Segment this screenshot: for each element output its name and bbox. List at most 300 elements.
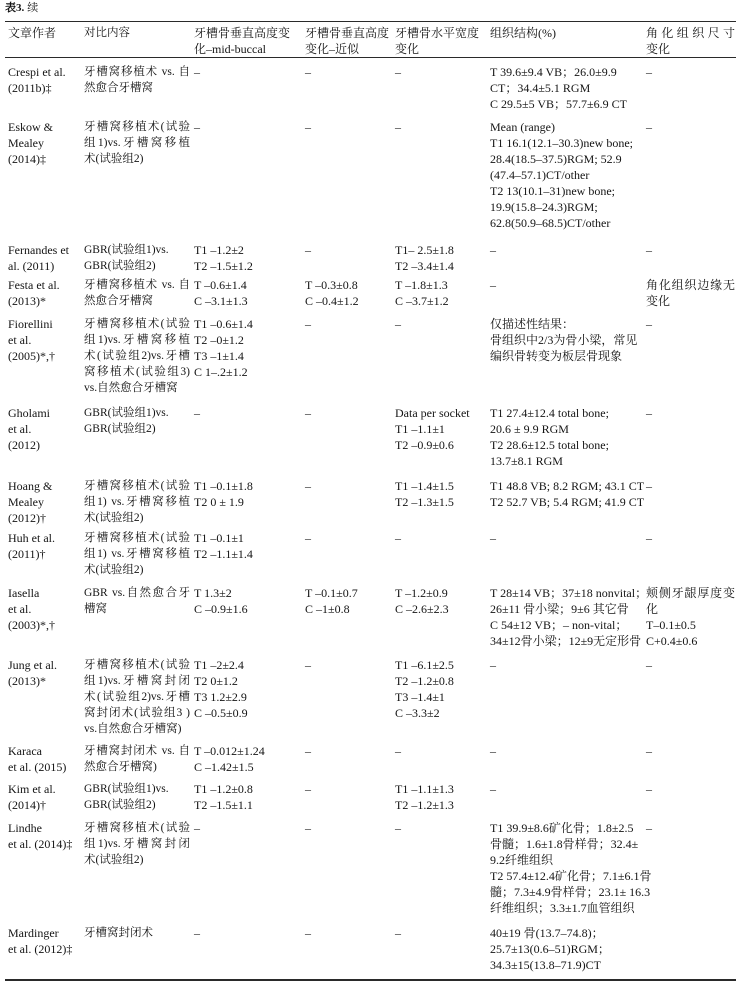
header-comparison <box>84 25 190 41</box>
cell-tissue-composition <box>490 64 640 112</box>
cell-comparison <box>84 478 190 526</box>
cell-horizontal-width <box>395 478 487 510</box>
cell-comparison-line: GBR(试验组1)vs. <box>84 407 169 419</box>
header-horizontal-width-line: 牙槽骨水平宽度 <box>395 26 480 40</box>
cell-author-line: et al. (2014)‡ <box>8 837 73 851</box>
cell-vertical-proximal <box>305 781 392 797</box>
cell-tissue-composition <box>490 743 640 759</box>
cell-comparison-line: vs.自然愈合牙槽窝) <box>84 723 182 735</box>
cell-author-line: (2014)† <box>8 798 46 812</box>
cell-keratinized-tissue <box>646 585 735 649</box>
cell-comparison-line: 然愈合牙槽窝) <box>84 761 157 773</box>
cell-tissue-composition-line: 髓；7.3±4.9骨样骨；23.1± 16.3 <box>490 885 651 899</box>
cell-author <box>8 585 82 633</box>
cell-horizontal-width <box>395 743 487 759</box>
cell-tissue-composition-line: 9.2纤维组织 <box>490 853 554 867</box>
cell-author-line: (2011b)‡ <box>8 81 52 95</box>
cell-author-line: al. (2011) <box>8 259 55 273</box>
cell-vertical-proximal-line: – <box>305 65 311 79</box>
header-horizontal-width-line: 变化 <box>395 42 420 56</box>
cell-tissue-composition <box>490 657 640 673</box>
cell-tissue-composition-line: 20.6 ± 9.9 RGM <box>490 422 569 436</box>
cell-vertical-mid-buccal <box>194 316 302 380</box>
cell-vertical-mid-buccal <box>194 119 302 135</box>
cell-author-line: et al. (2015) <box>8 760 67 774</box>
cell-tissue-composition-line: – <box>490 782 496 796</box>
cell-comparison-line: 组1) vs.牙槽窝移植 <box>84 548 190 560</box>
cell-vertical-proximal <box>305 743 392 759</box>
cell-vertical-proximal-line: – <box>305 120 311 134</box>
cell-vertical-mid-buccal-line: T1 –0.6±1.4 <box>194 317 253 331</box>
cell-author-line: (2003)*,† <box>8 618 55 632</box>
cell-keratinized-tissue <box>646 277 735 309</box>
cell-comparison-line: GBR(试验组2) <box>84 423 156 435</box>
cell-tissue-composition-line: 19.9(15.8–24.3)RGM; <box>490 200 598 214</box>
cell-comparison-line: 组1)vs.牙槽窝封闭 <box>84 838 190 850</box>
cell-tissue-composition-line: T2 28.6±12.5 total bone; <box>490 438 609 452</box>
cell-comparison <box>84 405 190 437</box>
cell-author <box>8 530 82 562</box>
cell-comparison-line: 然愈合牙槽窝 <box>84 82 153 94</box>
cell-comparison-line: GBR(试验组2) <box>84 799 156 811</box>
cell-keratinized-tissue-line: 变化 <box>646 294 671 308</box>
cell-horizontal-width-line: T2 –1.2±0.8 <box>395 674 454 688</box>
header-tissue-composition <box>490 25 640 41</box>
cell-author <box>8 119 82 167</box>
cell-horizontal-width-line: T2 –1.3±1.5 <box>395 495 454 509</box>
cell-horizontal-width-line: – <box>395 821 401 835</box>
cell-vertical-proximal-line: C –0.4±1.2 <box>305 294 359 308</box>
cell-vertical-proximal-line: – <box>305 317 311 331</box>
cell-vertical-proximal <box>305 585 392 617</box>
cell-comparison <box>84 530 190 578</box>
cell-horizontal-width-line: T1 –1.1±1 <box>395 422 445 436</box>
cell-keratinized-tissue <box>646 530 735 546</box>
cell-tissue-composition-line: 62.8(50.9–68.5)CT/other <box>490 216 611 230</box>
table-caption <box>5 1 38 15</box>
cell-vertical-proximal-line: T –0.1±0.7 <box>305 586 358 600</box>
cell-comparison-line: 牙槽窝移植术(试验 <box>84 480 190 492</box>
cell-comparison <box>84 820 190 868</box>
cell-author-line: Fernandes et <box>8 243 69 257</box>
cell-tissue-composition-line: Mean (range) <box>490 120 555 134</box>
cell-tissue-composition-line: 骨髓；1.6±1.8骨样骨；32.4± <box>490 837 639 851</box>
cell-vertical-proximal-line: C –1±0.8 <box>305 602 350 616</box>
cell-vertical-proximal-line: – <box>305 821 311 835</box>
cell-tissue-composition-line: T2 52.7 VB; 5.4 RGM; 41.9 CT <box>490 495 645 509</box>
cell-tissue-composition-line: CT；34.4±5.1 RGM <box>490 81 591 95</box>
cell-vertical-mid-buccal <box>194 478 302 510</box>
cell-vertical-proximal-line: – <box>305 926 311 940</box>
cell-vertical-mid-buccal-line: T2 –0±1.2 <box>194 333 244 347</box>
cell-comparison-line: 牙槽窝移植术 vs. 自 <box>84 66 190 78</box>
cell-author-line: (2013)* <box>8 294 46 308</box>
cell-vertical-mid-buccal-line: – <box>194 120 200 134</box>
cell-tissue-composition-line: 34±12骨小梁；12±9无定形骨 <box>490 634 642 648</box>
cell-comparison-line: 然愈合牙槽窝 <box>84 295 153 307</box>
cell-comparison-line: 术(试验组2) <box>84 854 144 866</box>
cell-author-line: et al. (2012)‡ <box>8 942 73 956</box>
cell-author <box>8 242 82 274</box>
cell-tissue-composition-line: – <box>490 531 496 545</box>
cell-keratinized-tissue-line: 角化组织边缘无 <box>646 278 735 292</box>
cell-comparison-line: GBR(试验组1)vs. <box>84 783 169 795</box>
cell-keratinized-tissue <box>646 316 735 332</box>
cell-author <box>8 657 82 689</box>
cell-comparison <box>84 64 190 96</box>
header-tissue-composition-line: 组织结构(%) <box>490 26 556 40</box>
cell-horizontal-width-line: Data per socket <box>395 406 470 420</box>
cell-vertical-proximal <box>305 657 392 673</box>
cell-vertical-mid-buccal-line: – <box>194 926 200 940</box>
cell-vertical-mid-buccal-line: T3 –1±1.4 <box>194 349 244 363</box>
cell-author-line: (2014)‡ <box>8 152 46 166</box>
cell-vertical-mid-buccal-line: T1 –0.1±1.8 <box>194 479 253 493</box>
cell-vertical-mid-buccal-line: C –3.1±1.3 <box>194 294 248 308</box>
cell-tissue-composition <box>490 925 640 973</box>
cell-keratinized-tissue-line: – <box>646 120 652 134</box>
header-vertical-mid-buccal-line: 化–mid-buccal <box>194 42 266 56</box>
cell-horizontal-width-line: T1 –1.4±1.5 <box>395 479 454 493</box>
cell-tissue-composition-line: 13.7±8.1 RGM <box>490 454 563 468</box>
cell-tissue-composition-line: 34.3±15(13.8–71.9)CT <box>490 958 601 972</box>
cell-horizontal-width-line: – <box>395 120 401 134</box>
cell-author <box>8 820 82 852</box>
cell-keratinized-tissue <box>646 64 735 80</box>
cell-comparison <box>84 242 190 274</box>
cell-horizontal-width-line: – <box>395 317 401 331</box>
cell-author-line: Eskow & <box>8 120 53 134</box>
header-vertical-proximal-line: 变化–近似 <box>305 42 360 56</box>
cell-tissue-composition <box>490 820 652 916</box>
cell-vertical-mid-buccal <box>194 585 302 617</box>
cell-vertical-mid-buccal-line: T2 –1.1±1.4 <box>194 547 253 561</box>
table-header-row <box>0 25 739 57</box>
cell-author-line: (2012)† <box>8 511 46 525</box>
cell-author-line: (2005)*,† <box>8 349 55 363</box>
cell-tissue-composition-line: 28.4(18.5–37.5)RGM; 52.9 <box>490 152 622 166</box>
cell-keratinized-tissue-line: – <box>646 479 652 493</box>
cell-vertical-mid-buccal <box>194 657 302 721</box>
cell-comparison-line: 术(试验组2)vs.牙槽 <box>84 691 190 703</box>
cell-horizontal-width-line: T3 –1.4±1 <box>395 690 445 704</box>
cell-horizontal-width-line: T1 –6.1±2.5 <box>395 658 454 672</box>
cell-tissue-composition-line: T1 27.4±12.4 total bone; <box>490 406 609 420</box>
cell-horizontal-width-line: T2 –0.9±0.6 <box>395 438 454 452</box>
cell-vertical-proximal <box>305 64 392 80</box>
header-vertical-proximal <box>305 25 392 57</box>
cell-tissue-composition-line: T2 13(10.1–31)new bone; <box>490 184 615 198</box>
cell-keratinized-tissue <box>646 820 735 836</box>
cell-vertical-proximal-line: – <box>305 744 311 758</box>
cell-vertical-proximal <box>305 530 392 546</box>
cell-comparison <box>84 316 190 396</box>
cell-comparison-line: 槽窝 <box>84 603 107 615</box>
cell-tissue-composition <box>490 530 640 546</box>
cell-horizontal-width-line: C –3.7±1.2 <box>395 294 449 308</box>
cell-comparison-line: GBR vs.自然愈合牙 <box>84 587 190 599</box>
cell-tissue-composition-line: – <box>490 278 496 292</box>
cell-author-line: Iasella <box>8 586 40 600</box>
cell-author-line: Crespi et al. <box>8 65 66 79</box>
cell-author <box>8 64 82 96</box>
table-top-rule <box>5 21 736 22</box>
cell-horizontal-width <box>395 64 487 80</box>
cell-keratinized-tissue-line: – <box>646 658 652 672</box>
cell-author <box>8 925 82 957</box>
cell-vertical-proximal-line: – <box>305 406 311 420</box>
cell-comparison <box>84 585 190 617</box>
cell-keratinized-tissue-line: – <box>646 406 652 420</box>
cell-tissue-composition <box>490 316 640 364</box>
cell-tissue-composition-line: T1 16.1(12.1–30.3)new bone; <box>490 136 633 150</box>
cell-tissue-composition-line: C 29.5±5 VB；57.7±6.9 CT <box>490 97 627 111</box>
cell-horizontal-width-line: – <box>395 531 401 545</box>
cell-author-line: Mardinger <box>8 926 59 940</box>
cell-comparison-line: GBR(试验组1)vs. <box>84 244 169 256</box>
cell-keratinized-tissue <box>646 119 735 135</box>
cell-comparison-line: GBR(试验组2) <box>84 260 156 272</box>
cell-author-line: et al. <box>8 422 32 436</box>
cell-author-line: (2011)† <box>8 547 46 561</box>
cell-vertical-proximal <box>305 277 392 309</box>
cell-horizontal-width-line: T2 –1.2±1.3 <box>395 798 454 812</box>
cell-vertical-mid-buccal-line: T2 0 ± 1.9 <box>194 495 244 509</box>
cell-tissue-composition-line: T2 57.4±12.4矿化骨；7.1±6.1骨 <box>490 869 652 883</box>
cell-tissue-composition-line: 仅描述性结果： <box>490 317 575 331</box>
table-caption-label: 表3. <box>5 2 25 14</box>
cell-vertical-proximal-line: T –0.3±0.8 <box>305 278 358 292</box>
cell-horizontal-width <box>395 242 487 274</box>
cell-tissue-composition-line: 40±19 骨(13.7–74.8)； <box>490 926 604 940</box>
cell-vertical-mid-buccal-line: – <box>194 65 200 79</box>
cell-keratinized-tissue <box>646 657 735 673</box>
cell-author <box>8 277 82 309</box>
cell-vertical-mid-buccal <box>194 743 302 775</box>
cell-vertical-proximal-line: – <box>305 531 311 545</box>
cell-comparison-line: 术(试验组2) <box>84 564 144 576</box>
cell-vertical-mid-buccal <box>194 781 302 813</box>
cell-author-line: Hoang & <box>8 479 53 493</box>
cell-vertical-mid-buccal-line: T1 –2±2.4 <box>194 658 244 672</box>
cell-horizontal-width <box>395 277 487 309</box>
cell-vertical-mid-buccal-line: T1 –1.2±2 <box>194 243 244 257</box>
cell-vertical-mid-buccal-line: C –1.42±1.5 <box>194 760 254 774</box>
cell-horizontal-width <box>395 657 487 721</box>
cell-author-line: et al. <box>8 602 32 616</box>
header-horizontal-width <box>395 25 487 57</box>
cell-tissue-composition <box>490 405 640 469</box>
cell-tissue-composition-line: T 28±14 VB；37±18 nonvital； <box>490 586 648 600</box>
header-comparison-line: 对比内容 <box>84 27 130 39</box>
cell-vertical-mid-buccal-line: – <box>194 406 200 420</box>
cell-tissue-composition-line: T1 39.9±8.6矿化骨；1.8±2.5 <box>490 821 634 835</box>
cell-tissue-composition-line: – <box>490 243 496 257</box>
cell-horizontal-width <box>395 820 487 836</box>
cell-author-line: Fiorellini <box>8 317 53 331</box>
cell-tissue-composition-line: (47.4–57.1)CT/other <box>490 168 590 182</box>
cell-vertical-mid-buccal <box>194 820 302 836</box>
cell-horizontal-width-line: – <box>395 744 401 758</box>
cell-comparison <box>84 119 190 167</box>
cell-keratinized-tissue-line: T–0.1±0.5 <box>646 618 696 632</box>
cell-tissue-composition <box>490 242 640 258</box>
cell-keratinized-tissue <box>646 478 735 494</box>
cell-comparison-line: 窝移植术(试验组3) <box>84 366 190 378</box>
cell-horizontal-width-line: T –1.8±1.3 <box>395 278 448 292</box>
cell-horizontal-width <box>395 316 487 332</box>
cell-keratinized-tissue-line: – <box>646 531 652 545</box>
cell-vertical-mid-buccal-line: T 1.3±2 <box>194 586 232 600</box>
cell-vertical-mid-buccal <box>194 64 302 80</box>
cell-author-line: Karaca <box>8 744 42 758</box>
header-vertical-mid-buccal-line: 牙槽骨垂直高度变 <box>194 26 291 40</box>
cell-comparison <box>84 781 190 813</box>
cell-comparison-line: 术(试验组2) <box>84 153 144 165</box>
cell-horizontal-width <box>395 405 487 453</box>
cell-comparison-line: 牙槽窝封闭术 vs. 自 <box>84 745 190 757</box>
cell-tissue-composition <box>490 119 640 231</box>
cell-vertical-mid-buccal-line: – <box>194 821 200 835</box>
cell-comparison-line: 术(试验组2) <box>84 512 144 524</box>
cell-comparison-line: 牙槽窝移植术(试验 <box>84 822 190 834</box>
cell-horizontal-width-line: C –2.6±2.3 <box>395 602 449 616</box>
cell-tissue-composition <box>490 478 645 510</box>
cell-vertical-proximal <box>305 478 392 494</box>
cell-horizontal-width-line: T1– 2.5±1.8 <box>395 243 454 257</box>
cell-horizontal-width <box>395 781 487 813</box>
cell-horizontal-width-line: C –3.3±2 <box>395 706 440 720</box>
cell-comparison-line: 牙槽窝移植术(试验 <box>84 318 190 330</box>
cell-vertical-proximal-line: – <box>305 782 311 796</box>
cell-author-line: Gholami <box>8 406 50 420</box>
cell-keratinized-tissue-line: – <box>646 821 652 835</box>
cell-keratinized-tissue <box>646 405 735 421</box>
cell-vertical-mid-buccal <box>194 925 302 941</box>
cell-comparison-line: 组1)vs.牙槽窝移植 <box>84 334 190 346</box>
cell-tissue-composition <box>490 781 640 797</box>
cell-keratinized-tissue <box>646 743 735 759</box>
cell-author-line: (2013)* <box>8 674 46 688</box>
cell-comparison <box>84 743 190 775</box>
cell-horizontal-width-line: – <box>395 65 401 79</box>
cell-horizontal-width-line: T –1.2±0.9 <box>395 586 448 600</box>
cell-tissue-composition-line: – <box>490 744 496 758</box>
cell-vertical-mid-buccal-line: C –0.5±0.9 <box>194 706 248 720</box>
cell-comparison-line: 组1)vs.牙槽窝封闭 <box>84 675 190 687</box>
cell-vertical-proximal <box>305 405 392 421</box>
cell-author-line: Festa et al. <box>8 278 60 292</box>
cell-horizontal-width <box>395 119 487 135</box>
cell-author <box>8 743 82 775</box>
cell-comparison <box>84 925 190 941</box>
cell-horizontal-width-line: T1 –1.1±1.3 <box>395 782 454 796</box>
cell-keratinized-tissue-line: C+0.4±0.6 <box>646 634 698 648</box>
cell-comparison <box>84 277 190 309</box>
cell-comparison-line: 组1) vs.牙槽窝移植 <box>84 496 190 508</box>
cell-keratinized-tissue-line: – <box>646 317 652 331</box>
cell-comparison-line: 牙槽窝移植术 vs. 自 <box>84 279 190 291</box>
cell-keratinized-tissue-line: – <box>646 65 652 79</box>
cell-keratinized-tissue-line: – <box>646 782 652 796</box>
cell-vertical-mid-buccal-line: T –0.6±1.4 <box>194 278 247 292</box>
cell-author-line: et al. <box>8 333 32 347</box>
cell-tissue-composition-line: 25.7±13(0.6–51)RGM； <box>490 942 610 956</box>
cell-keratinized-tissue <box>646 242 735 258</box>
cell-author-line: Lindhe <box>8 821 42 835</box>
cell-horizontal-width-line: – <box>395 926 401 940</box>
cell-tissue-composition <box>490 585 648 649</box>
cell-vertical-mid-buccal-line: T –0.012±1.24 <box>194 744 265 758</box>
cell-vertical-proximal <box>305 820 392 836</box>
cell-author <box>8 781 82 813</box>
cell-keratinized-tissue-line: 颊侧牙龈厚度变 <box>646 586 735 600</box>
cell-vertical-mid-buccal <box>194 277 302 309</box>
cell-tissue-composition-line: T1 48.8 VB; 8.2 RGM; 43.1 CT <box>490 479 645 493</box>
cell-vertical-mid-buccal <box>194 405 302 421</box>
cell-tissue-composition-line: C 54±12 VB；– non-vital； <box>490 618 628 632</box>
cell-comparison-line: 术(试验组2)vs.牙槽 <box>84 350 190 362</box>
header-author-line: 文章作者 <box>8 26 57 40</box>
cell-keratinized-tissue-line: – <box>646 243 652 257</box>
cell-comparison <box>84 657 190 737</box>
cell-horizontal-width <box>395 530 487 546</box>
cell-author <box>8 316 82 364</box>
cell-vertical-mid-buccal-line: T2 –1.5±1.2 <box>194 259 253 273</box>
cell-author <box>8 405 82 453</box>
table-bottom-rule <box>5 979 736 981</box>
cell-tissue-composition-line: – <box>490 658 496 672</box>
cell-tissue-composition-line: 26±11 骨小梁；9±6 其它骨 <box>490 602 629 616</box>
table-header-rule <box>5 57 736 58</box>
cell-horizontal-width <box>395 925 487 941</box>
cell-vertical-proximal-line: – <box>305 658 311 672</box>
cell-tissue-composition-line: T 39.6±9.4 VB；26.0±9.9 <box>490 65 617 79</box>
cell-horizontal-width-line: T2 –3.4±1.4 <box>395 259 454 273</box>
cell-vertical-mid-buccal-line: T2 0±1.2 <box>194 674 238 688</box>
cell-vertical-mid-buccal-line: T2 –1.5±1.1 <box>194 798 253 812</box>
cell-vertical-mid-buccal-line: C –0.9±1.6 <box>194 602 248 616</box>
cell-tissue-composition-line: 编织骨转变为板层骨现象 <box>490 349 623 363</box>
header-author <box>8 25 82 41</box>
cell-author-line: (2012) <box>8 438 40 452</box>
cell-vertical-proximal-line: – <box>305 243 311 257</box>
header-keratinized-tissue-line: 变化 <box>646 42 671 56</box>
cell-vertical-proximal <box>305 242 392 258</box>
cell-vertical-proximal <box>305 316 392 332</box>
cell-comparison-line: 组1)vs.牙槽窝移植 <box>84 137 190 149</box>
cell-tissue-composition <box>490 277 640 293</box>
cell-horizontal-width <box>395 585 487 617</box>
cell-comparison-line: 窝封闭术(试验组3 ) <box>84 707 190 719</box>
table-caption-text: 续 <box>27 2 39 14</box>
cell-comparison-line: 牙槽窝移植术(试验 <box>84 532 190 544</box>
cell-keratinized-tissue-line: 化 <box>646 602 659 616</box>
cell-author-line: Kim et al. <box>8 782 56 796</box>
header-keratinized-tissue-line: 角化组织尺寸 <box>646 26 735 40</box>
cell-vertical-mid-buccal <box>194 242 302 274</box>
cell-tissue-composition-line: 纤维组织；3.3±1.7血管组织 <box>490 901 635 915</box>
cell-vertical-proximal <box>305 119 392 135</box>
cell-author-line: Jung et al. <box>8 658 57 672</box>
cell-vertical-proximal-line: – <box>305 479 311 493</box>
cell-vertical-mid-buccal-line: T3 1.2±2.9 <box>194 690 247 704</box>
cell-vertical-mid-buccal <box>194 530 302 562</box>
cell-vertical-mid-buccal-line: T1 –1.2±0.8 <box>194 782 253 796</box>
cell-keratinized-tissue-line: – <box>646 744 652 758</box>
cell-vertical-mid-buccal-line: C 1–.2±1.2 <box>194 365 248 379</box>
cell-author-line: Mealey <box>8 495 44 509</box>
